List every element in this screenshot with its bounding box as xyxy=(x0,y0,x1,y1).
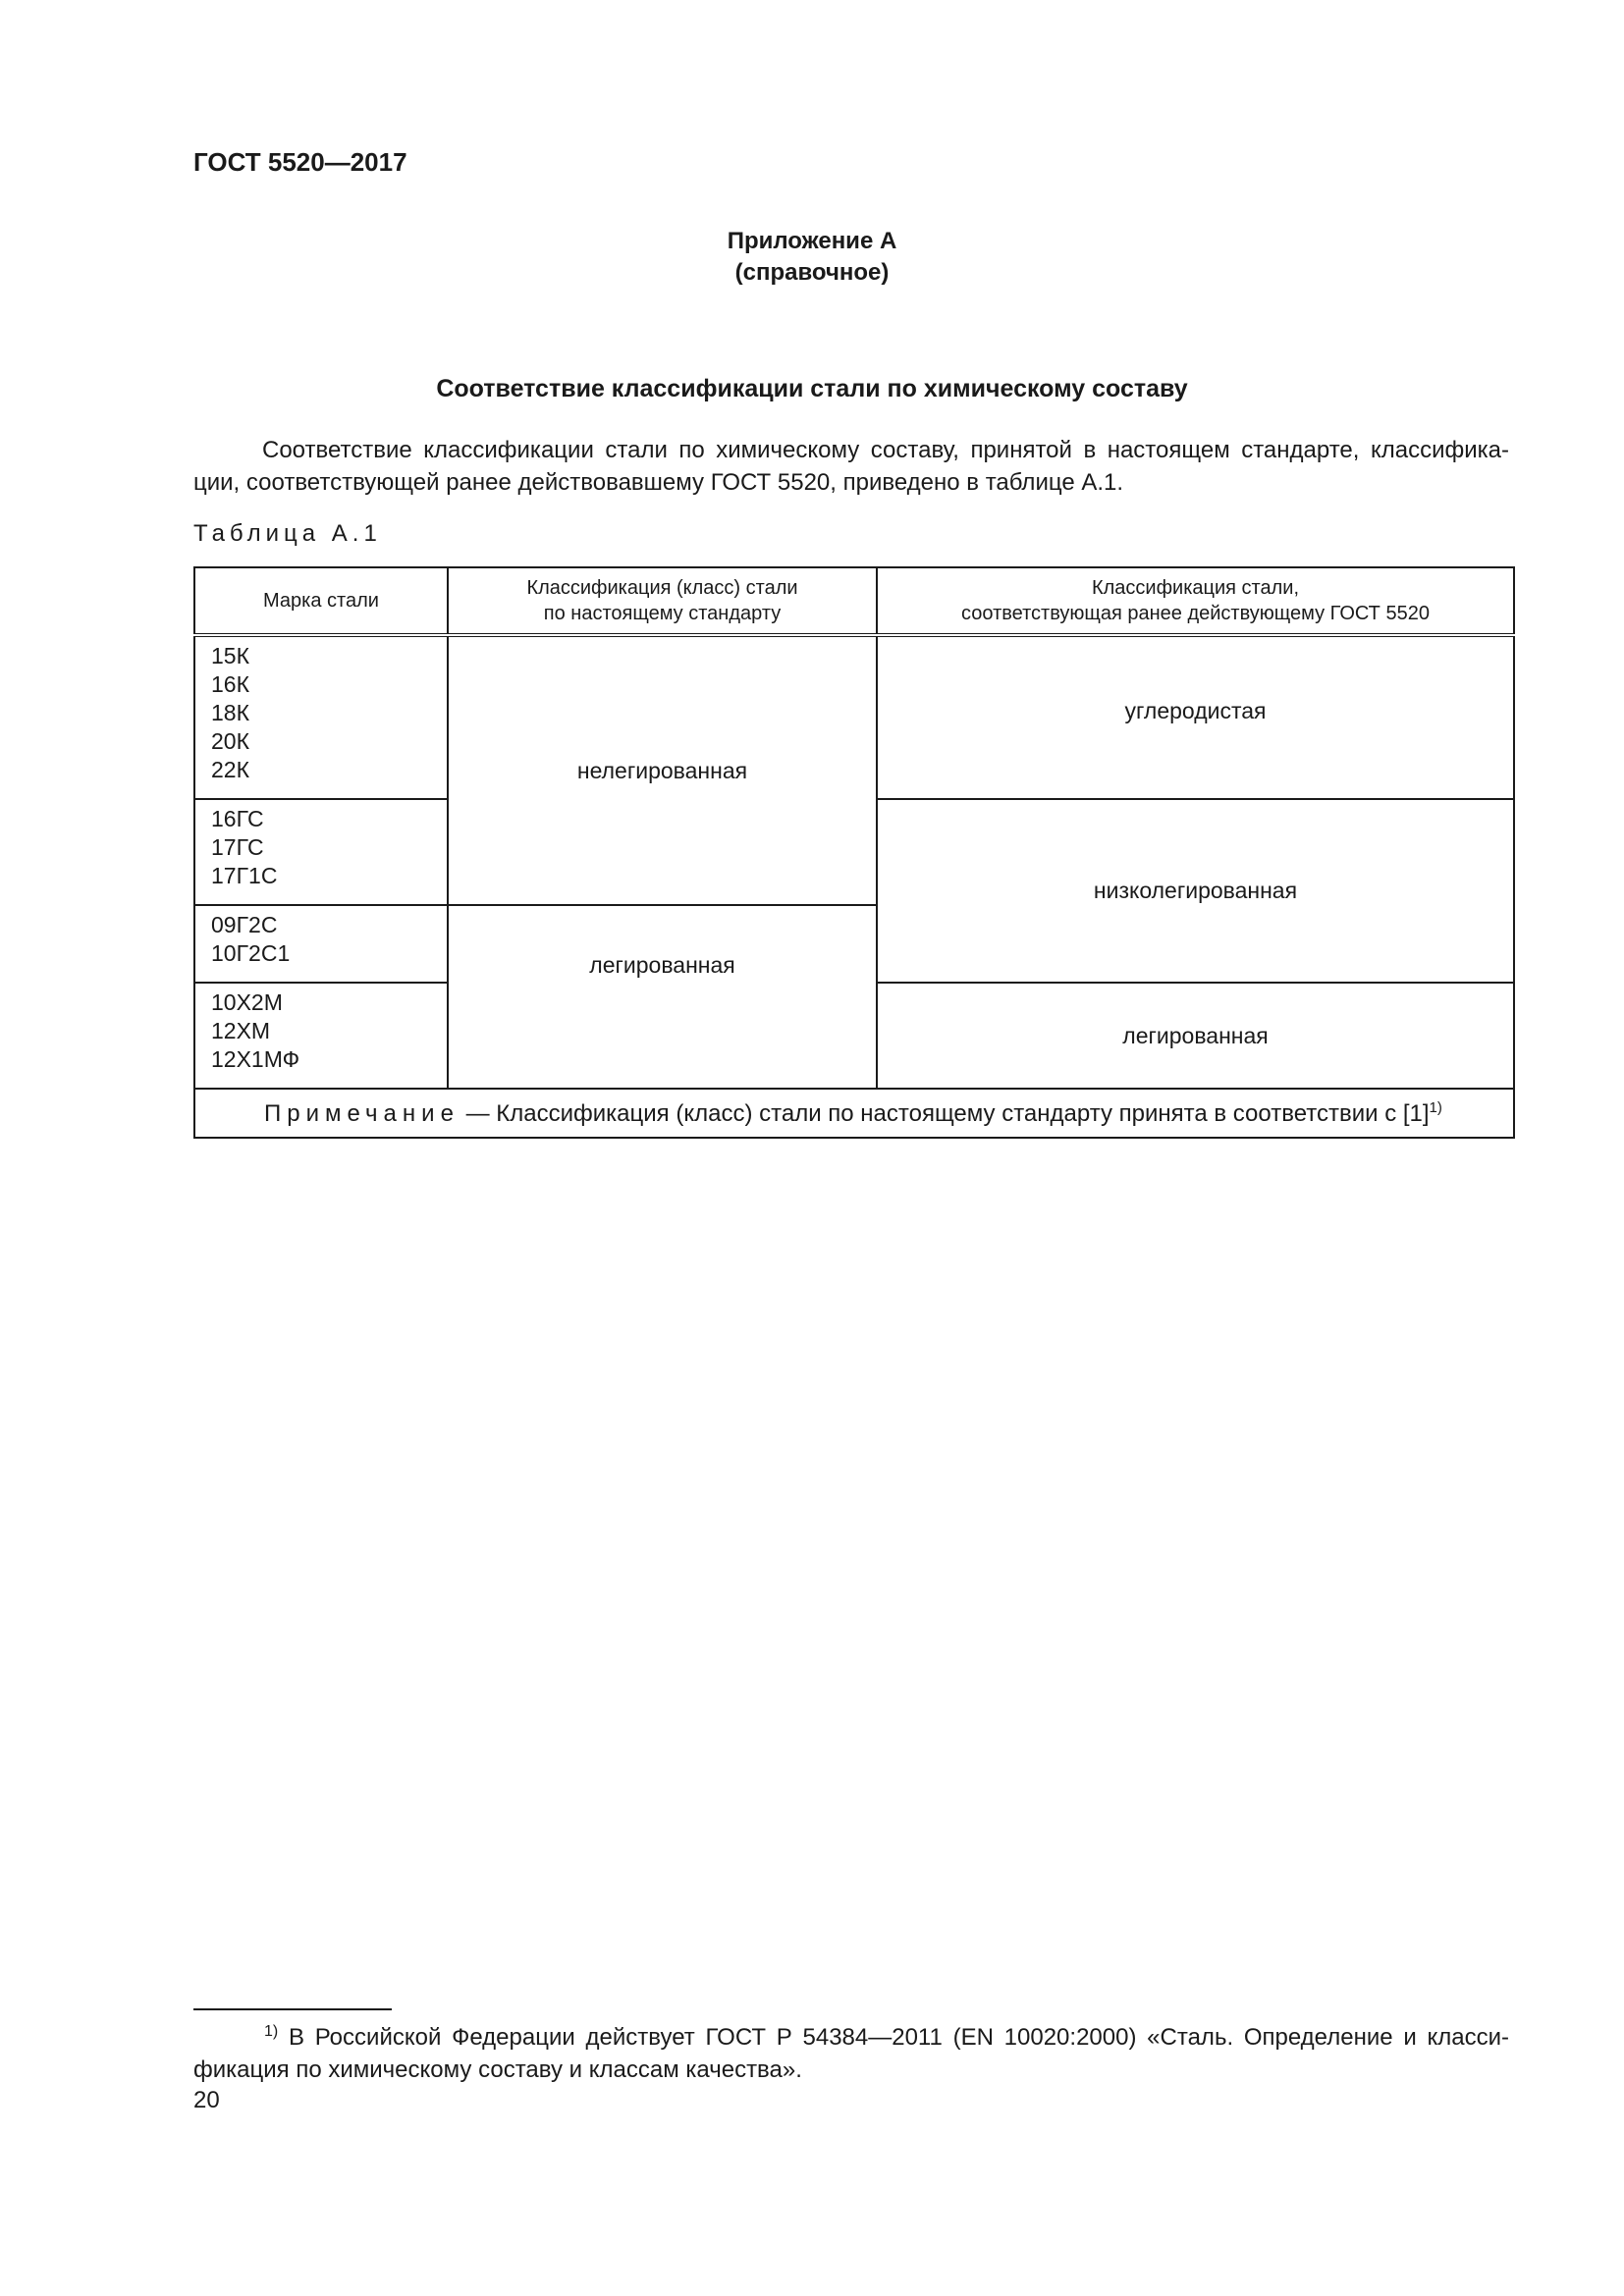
page-number: 20 xyxy=(193,2087,220,2113)
header-current-class: Классификация (класс) стали по настоящему стандарту xyxy=(448,567,877,635)
standard-header: ГОСТ 5520—2017 xyxy=(193,147,407,177)
current-class-alloy: легированная xyxy=(448,905,877,1089)
grade-cell-carbon: 15К 16К 18К 20К 22К xyxy=(194,635,448,799)
table-note xyxy=(194,1089,1514,1138)
footnote xyxy=(193,2015,1509,2086)
header-steel-grade: Марка стали xyxy=(194,567,448,635)
previous-class-carbon: углеродистая xyxy=(877,635,1514,799)
note-text: — Классификация (класс) стали по настоящему стандарту принята в соответствии с [1] xyxy=(465,1099,1430,1127)
grade-cell-09g2s: 09Г2С 10Г2С1 xyxy=(194,905,448,983)
table-row xyxy=(194,635,1514,799)
intro-paragraph xyxy=(193,434,1509,499)
annex-title: Приложение А xyxy=(727,228,897,254)
footnote-separator xyxy=(193,2008,392,2010)
grade-cell-10h2m: 10Х2М 12ХМ 12Х1МФ xyxy=(194,983,448,1089)
current-class-nonalloy: нелегированная xyxy=(448,635,877,905)
steel-classification-table xyxy=(193,566,1515,1139)
grade-cell-16gs: 16ГС 17ГС 17Г1С xyxy=(194,799,448,905)
header-previous-class: Классификация стали, соответствующая ранее действующему ГОСТ 5520 xyxy=(877,567,1514,635)
section-title: Соответствие классификации стали по химическому составу xyxy=(436,375,1188,402)
table-caption: Таблица А.1 xyxy=(193,520,382,547)
paragraph-line-2: ции, соответствующей ранее действовавшему ГОСТ 5520, приведено в таблице А.1. xyxy=(193,469,1124,496)
table-header-row xyxy=(194,567,1514,635)
note-footnote-ref: 1) xyxy=(1429,1098,1442,1116)
table-note-row xyxy=(194,1089,1514,1138)
footnote-line-2: фикация по химическому составу и классам качества». xyxy=(193,2056,802,2083)
note-label: Примечание xyxy=(264,1099,460,1127)
annex-type: (справочное) xyxy=(734,259,890,286)
previous-class-alloy: легированная xyxy=(877,983,1514,1089)
paragraph-line-1: Соответствие классификации стали по химическому составу, принятой в настоящем стандарте, классифика- xyxy=(262,437,1509,463)
footnote-line-1: В Российской Федерации действует ГОСТ Р 54384—2011 (EN 10020:2000) «Сталь. Определение и класси- xyxy=(288,2024,1509,2051)
footnote-marker: 1) xyxy=(264,2023,279,2040)
previous-class-low-alloy: низколегированная xyxy=(877,799,1514,983)
